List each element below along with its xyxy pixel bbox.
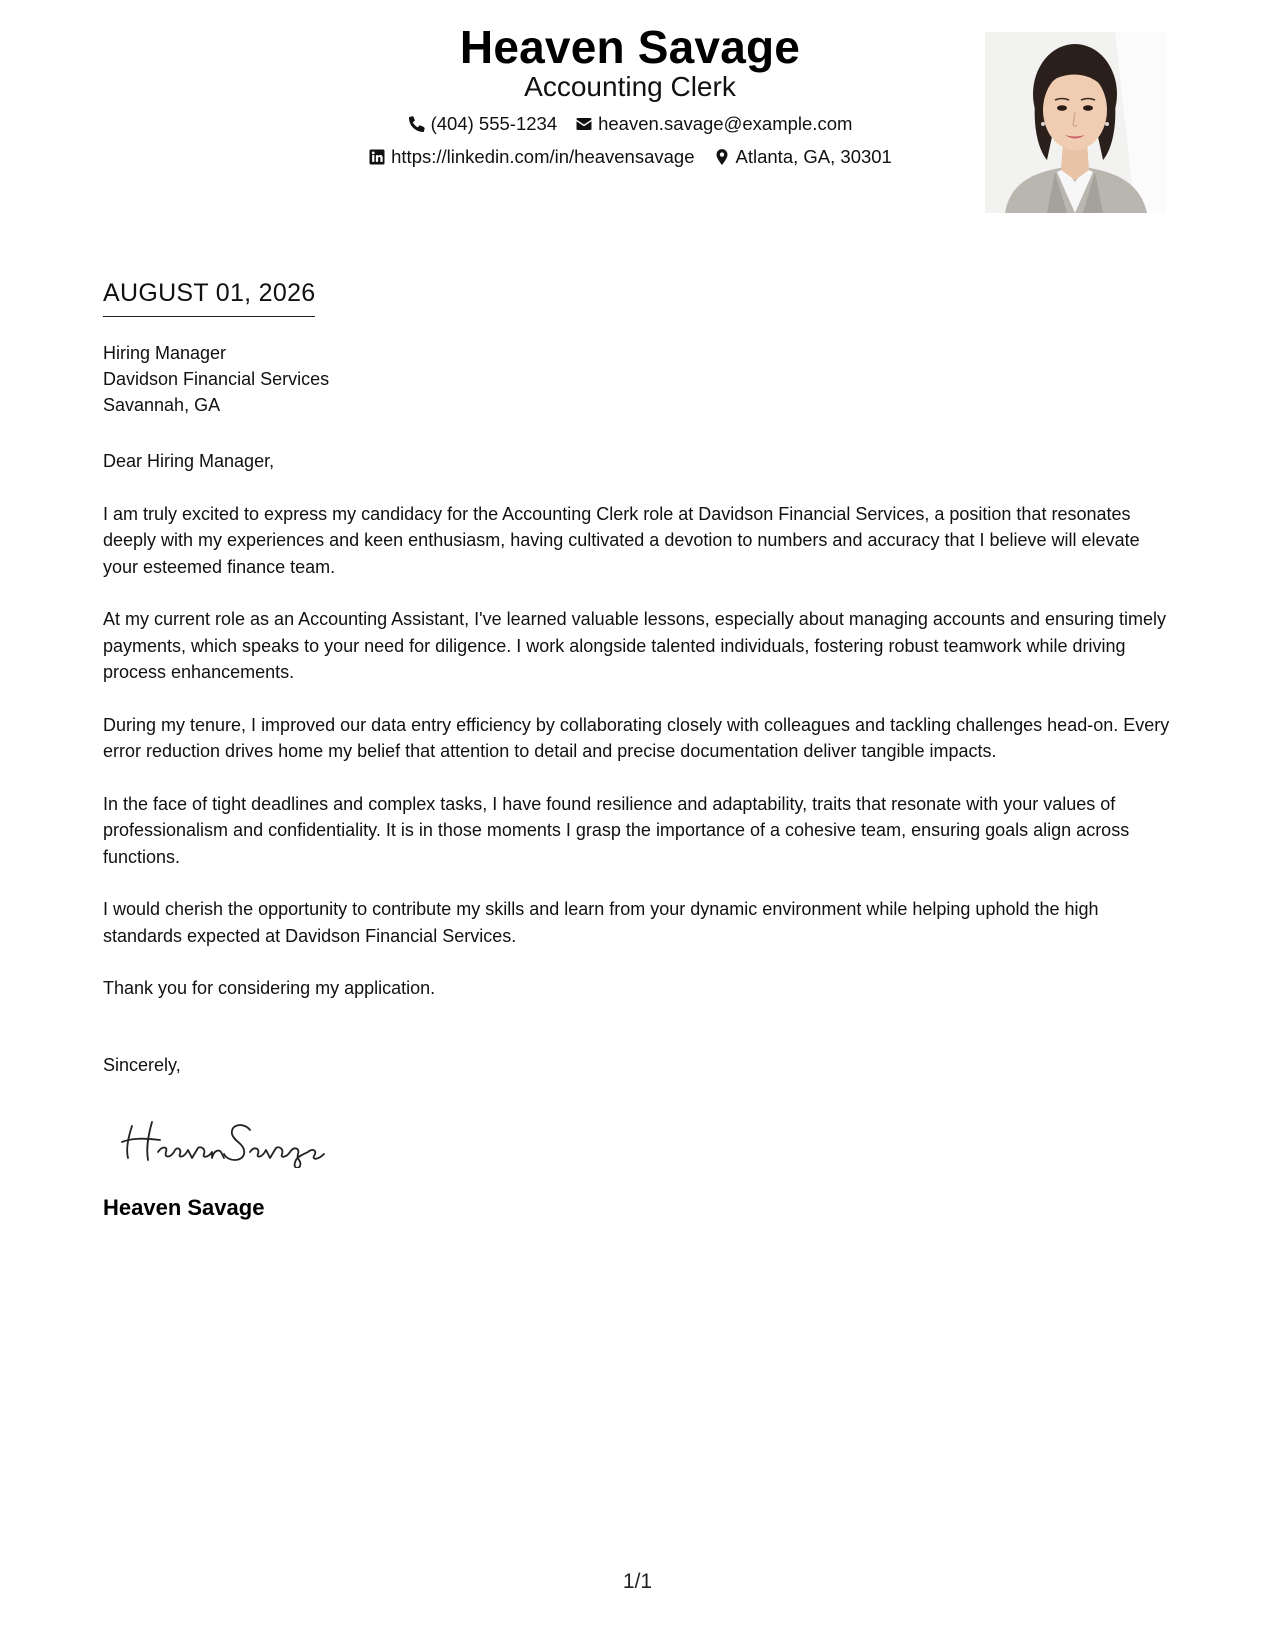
applicant-title: Accounting Clerk bbox=[524, 71, 736, 102]
email-text[interactable]: heaven.savage@example.com bbox=[598, 113, 853, 134]
location-text: Atlanta, GA, 30301 bbox=[735, 146, 892, 167]
applicant-name: Heaven Savage bbox=[459, 21, 801, 73]
map-pin-icon bbox=[713, 148, 731, 166]
body-paragraph: During my tenure, I improved our data entry efficiency by collaborating closely with colleagues and tackling challenges head-on. Every error reduction drives home my belief that attention to detail and precise documentation deliver tangible impacts. bbox=[103, 714, 1170, 761]
page-number: 1/1 bbox=[622, 1570, 653, 1593]
salutation: Dear Hiring Manager, bbox=[103, 451, 275, 471]
handwritten-signature bbox=[118, 1108, 358, 1168]
recipient-name: Hiring Manager bbox=[103, 343, 227, 363]
phone-icon bbox=[408, 115, 426, 133]
signed-name: Heaven Savage bbox=[103, 1195, 265, 1220]
letter-header bbox=[0, 0, 1275, 220]
contact-location bbox=[713, 146, 892, 168]
linkedin-icon bbox=[368, 148, 386, 166]
contact-linkedin[interactable] bbox=[368, 146, 694, 168]
closing-line: Sincerely, bbox=[103, 1055, 181, 1075]
linkedin-text[interactable]: https://linkedin.com/in/heavensavage bbox=[391, 146, 695, 167]
letter-date: AUGUST 01, 2026 bbox=[103, 279, 315, 317]
recipient-location: Savannah, GA bbox=[103, 395, 221, 415]
contact-phone bbox=[408, 113, 558, 135]
body-paragraph: In the face of tight deadlines and complex tasks, I have found resilience and adaptability, traits that resonate with your values of professionalism and confidentiality. It is in those moments I grasp the importance of a cohesive team, ensuring goals align across functions. bbox=[103, 793, 1130, 867]
phone-text: (404) 555-1234 bbox=[430, 113, 558, 134]
envelope-icon bbox=[575, 115, 593, 133]
thanks-line: Thank you for considering my application. bbox=[103, 978, 436, 998]
recipient-block bbox=[103, 340, 329, 418]
profile-photo bbox=[985, 32, 1166, 213]
contact-email[interactable] bbox=[575, 113, 852, 135]
body-paragraph: At my current role as an Accounting Assistant, I've learned valuable lessons, especially about managing accounts and ensuring timely payments, which speaks to your need for diligence. I work alongside talented individuals, fostering robust teamwork while driving process enhancements. bbox=[103, 609, 1167, 682]
letter-body bbox=[103, 448, 1178, 1028]
body-paragraph: I am truly excited to express my candidacy for the Accounting Clerk role at Davidson Financial Services, a position that resonates deeply with my experiences and keen enthusiasm, having cultivated a devotion to numbers and accuracy that I believe will elevate your esteemed finance team. bbox=[103, 503, 1140, 577]
recipient-company: Davidson Financial Services bbox=[103, 369, 330, 389]
body-paragraph: I would cherish the opportunity to contribute my skills and learn from your dynamic environment while helping uphold the high standards expected at Davidson Financial Services. bbox=[103, 899, 1099, 946]
